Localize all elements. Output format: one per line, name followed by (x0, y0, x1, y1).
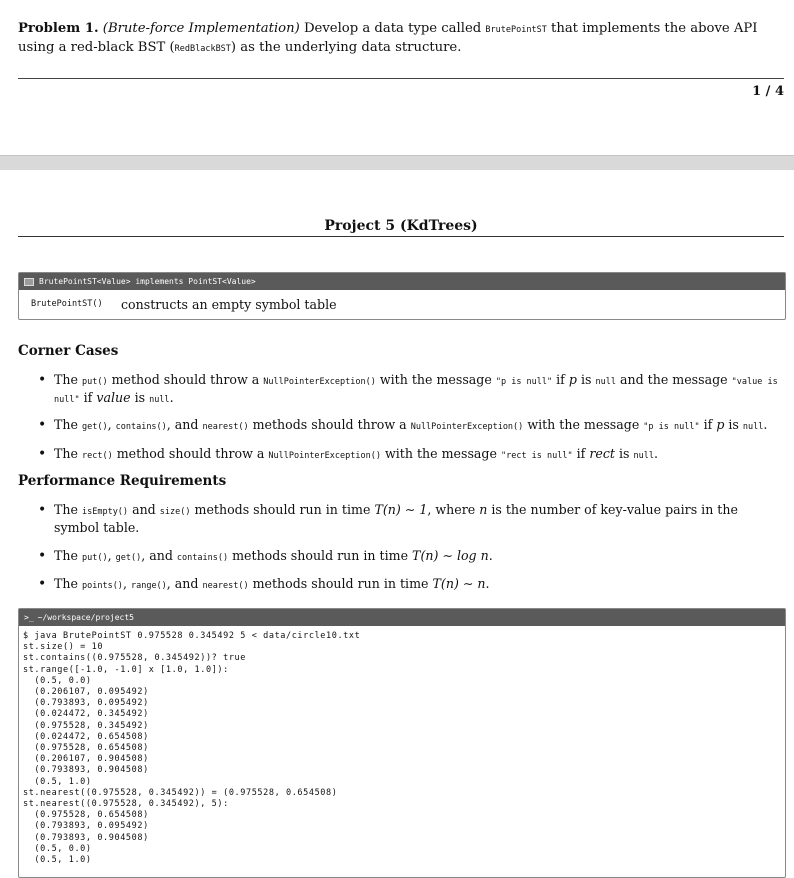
terminal-title: ~/workspace/project5 (37, 613, 134, 622)
list-item (38, 417, 784, 435)
text: with the message (379, 372, 492, 387)
page-number: 1 / 4 (752, 84, 784, 99)
terminal-line: (0.793893, 0.095492) (23, 821, 149, 832)
api-box (18, 272, 786, 320)
terminal-output (19, 626, 785, 866)
text: and (132, 502, 156, 517)
text: method should throw a (111, 372, 260, 387)
bst-name: RedBlackBST (174, 44, 231, 54)
terminal-line: (0.5, 1.0) (23, 855, 92, 866)
problem-statement (18, 20, 784, 58)
code: size() (159, 507, 191, 517)
bullet-icon: • (38, 548, 47, 564)
bullet-icon: • (38, 576, 47, 592)
math: value (96, 390, 131, 405)
text: is (580, 372, 592, 387)
terminal-line: (0.024472, 0.654508) (23, 731, 149, 742)
code: "p is null" (643, 422, 700, 432)
code: null (633, 451, 654, 461)
text: , and (166, 576, 199, 591)
code: nearest() (202, 422, 249, 432)
code: rect() (81, 451, 113, 461)
text: methods should run in time (232, 548, 409, 563)
api-description: constructs an empty symbol table (121, 296, 337, 312)
math: T(n) ∼ n (432, 576, 486, 591)
bullet-icon: • (38, 502, 47, 518)
code: NullPointerException() (268, 451, 381, 461)
text: , (122, 576, 127, 591)
text: is (728, 417, 739, 432)
math: rect (589, 446, 615, 461)
terminal-line: st.nearest((0.975528, 0.345492)) = (0.975528, 0.654508) (23, 787, 338, 798)
text: methods should throw a (252, 417, 407, 432)
text: , and (141, 548, 173, 563)
api-row (19, 290, 785, 318)
text: The (54, 576, 78, 591)
corner-cases-heading: Corner Cases (18, 343, 119, 359)
text: , where (427, 502, 476, 517)
bullet-icon: • (38, 446, 47, 462)
text: The (54, 372, 78, 387)
list-item (38, 372, 784, 408)
text: if (556, 372, 565, 387)
text: is the number of key-value pairs in the symbol table. (54, 502, 738, 535)
text: with the message (527, 417, 640, 432)
terminal-line: (0.793893, 0.904508) (23, 832, 149, 843)
code: null (742, 422, 764, 432)
text: methods should run in time (252, 576, 429, 591)
text: if (83, 390, 93, 405)
code: points() (81, 581, 123, 591)
text: is (618, 446, 630, 461)
list-item (38, 548, 784, 566)
math: p (716, 417, 725, 432)
code: null (595, 377, 616, 387)
code: put() (81, 377, 108, 387)
code: range() (130, 581, 167, 591)
page-divider (18, 78, 784, 79)
problem-text: that implements the above API using a red-black BST ( (18, 21, 758, 55)
terminal-line: (0.024472, 0.345492) (23, 709, 149, 720)
terminal-line: (0.206107, 0.904508) (23, 754, 149, 765)
code: contains() (176, 553, 229, 563)
bullet-icon: • (38, 372, 47, 388)
code: put() (81, 553, 108, 563)
api-header-text: BrutePointST<Value> implements PointST<Value> (39, 277, 256, 286)
text: . (763, 417, 768, 432)
text: The (54, 548, 78, 563)
code: "rect is null" (500, 451, 573, 461)
problem-text: ) as the underlying data structure. (230, 40, 462, 55)
terminal-line: st.range([-1.0, -1.0] x [1.0, 1.0]): (23, 664, 229, 675)
title-divider (18, 236, 784, 237)
text: The (54, 502, 78, 517)
text: . (485, 576, 490, 591)
terminal-line: (0.975528, 0.654508) (23, 743, 149, 754)
code: get() (115, 553, 142, 563)
terminal-box (18, 608, 786, 878)
class-name: BrutePointST (485, 25, 547, 35)
text: is (134, 390, 146, 405)
text: if (703, 417, 713, 432)
terminal-line: (0.975528, 0.345492) (23, 720, 149, 731)
text: . (488, 548, 493, 563)
terminal-prompt-icon: >_ (24, 613, 34, 622)
list-item (38, 446, 784, 464)
terminal-line: st.size() = 10 (23, 642, 104, 653)
text: , and (166, 417, 199, 432)
text: The (54, 417, 78, 432)
math: T(n) ∼ 1 (374, 502, 428, 517)
page-gap (0, 155, 794, 170)
code: contains() (115, 422, 167, 432)
terminal-header (19, 609, 785, 626)
text: . (169, 390, 174, 405)
code: NullPointerException() (263, 377, 376, 387)
bullet-icon: • (38, 417, 47, 433)
terminal-line: (0.5, 1.0) (23, 776, 92, 787)
terminal-line: (0.975528, 0.654508) (23, 810, 149, 821)
math: n (479, 502, 488, 517)
terminal-line: (0.793893, 0.904508) (23, 765, 149, 776)
text: The (54, 446, 78, 461)
terminal-line: (0.5, 0.0) (23, 675, 92, 686)
problem-title: (Brute-force Implementation) (102, 21, 300, 36)
text: method should throw a (116, 446, 265, 461)
text: . (653, 446, 658, 461)
api-header (19, 273, 785, 290)
text: , (107, 417, 112, 432)
code: null (149, 395, 170, 405)
terminal-line: st.contains((0.975528, 0.345492))? true (23, 653, 246, 664)
code: "value is null" (54, 377, 778, 405)
text: with the message (384, 446, 497, 461)
code: nearest() (202, 581, 249, 591)
terminal-line: (0.206107, 0.095492) (23, 687, 149, 698)
text: and the message (619, 372, 728, 387)
code: isEmpty() (81, 507, 129, 517)
text: if (576, 446, 586, 461)
code: get() (81, 422, 108, 432)
list-item (38, 576, 784, 594)
problem-label: Problem 1. (18, 21, 99, 36)
problem-text: Develop a data type called (303, 21, 482, 36)
list-icon (24, 278, 34, 286)
math: p (568, 372, 577, 387)
terminal-line: st.nearest((0.975528, 0.345492), 5): (23, 799, 229, 810)
terminal-line: (0.5, 0.0) (23, 843, 92, 854)
performance-heading: Performance Requirements (18, 473, 227, 489)
text: , (107, 548, 112, 563)
terminal-line: (0.793893, 0.095492) (23, 698, 149, 709)
code: "p is null" (495, 377, 553, 387)
code: NullPointerException() (410, 422, 524, 432)
api-constructor: BrutePointST() (31, 299, 103, 309)
text: methods should run in time (194, 502, 371, 517)
page-title: Project 5 (KdTrees) (324, 218, 478, 234)
list-item (38, 502, 784, 536)
terminal-line: $ java BrutePointST 0.975528 0.345492 5 < data/circle10.txt (23, 631, 361, 641)
math: T(n) ∼ log n (412, 548, 489, 563)
